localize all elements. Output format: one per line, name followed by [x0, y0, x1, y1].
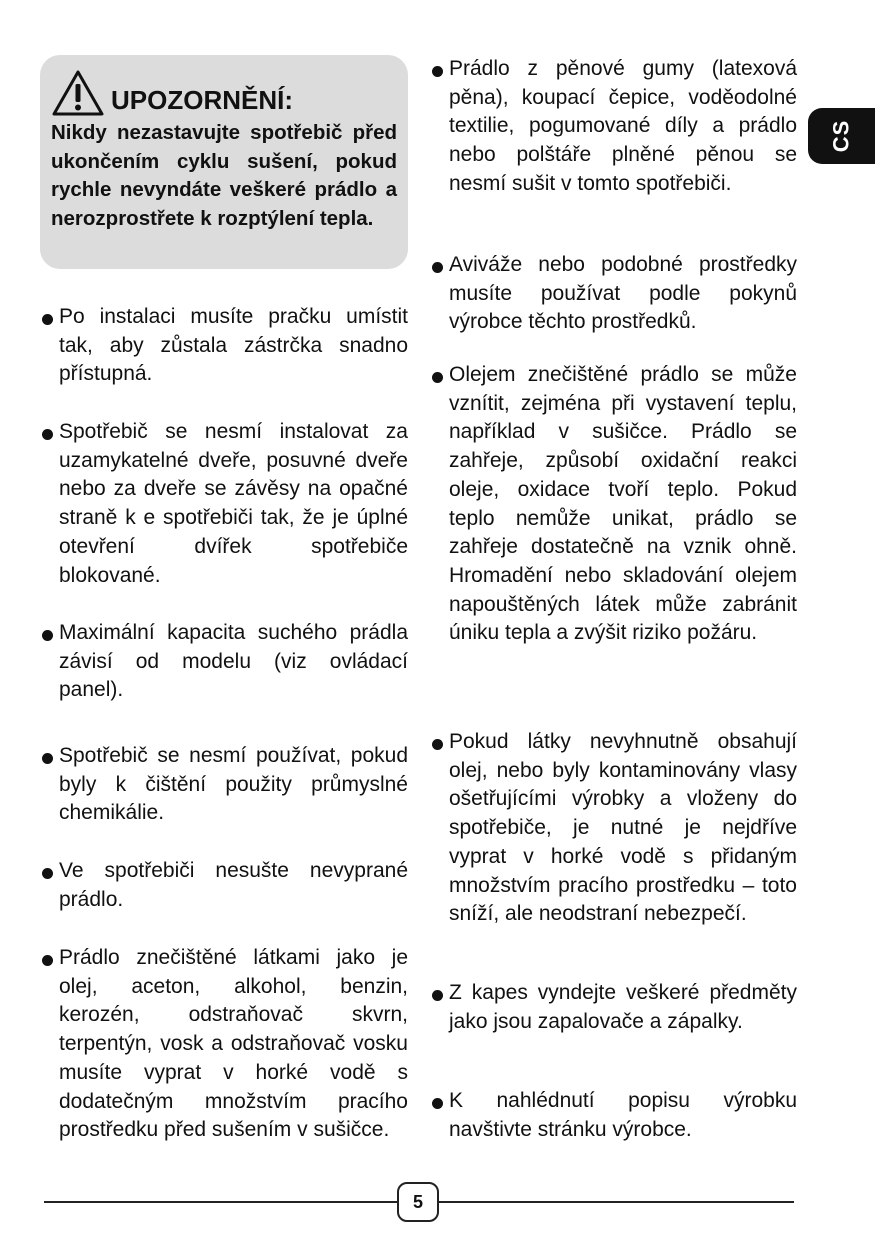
list-item [430, 728, 797, 929]
list-item-text: Po instalaci musíte pračku umístit tak, aby zůstala zástrčka snadno přístupná. [59, 305, 408, 386]
list-item-text: Spotřebič se nesmí instalovat za uzamykatelné dveře, posuvné dveře nebo za dveře se závěsy na opačné straně k e spotřebiči tak, že je úplné otevření dvířek spotřebiče blokované. [59, 420, 408, 587]
footer-divider-right [439, 1201, 794, 1203]
warning-title: UPOZORNĚNÍ: [111, 85, 293, 115]
list-item [40, 944, 408, 1145]
footer-divider-left [44, 1201, 397, 1203]
list-item [40, 418, 408, 590]
bullet-icon [42, 753, 53, 764]
list-item-text: K nahlédnutí popisu výrobku navštivte stránku výrobce. [449, 1089, 797, 1141]
list-item [430, 1087, 797, 1144]
warning-box [40, 55, 408, 269]
language-tab [808, 108, 875, 164]
list-item [40, 742, 408, 828]
list-item [40, 303, 408, 389]
bullet-icon [42, 429, 53, 440]
bullet-icon [432, 1098, 443, 1109]
list-item [40, 857, 408, 914]
list-item [430, 361, 797, 648]
bullet-icon [42, 314, 53, 325]
list-item-text: Olejem znečištěné prádlo se může vznítit, zejména při vystavení teplu, například v sušičce. Prádlo se zahřeje, způsobí oxidační reakci oleje, oxidace tvoří teplo. Pokud teplo nemůže unikat, prádlo se zahřeje dostatečně na vznik ohně. Hromadění nebo skladování olejem napouštěných látek může zabránit úniku tepla a zvýšit riziko požáru. [449, 363, 797, 645]
list-item [430, 979, 797, 1036]
list-item [40, 619, 408, 705]
bullet-icon [42, 630, 53, 641]
list-item-text: Aviváže nebo podobné prostředky musíte používat podle pokynů výrobce těchto prostředků. [449, 253, 797, 334]
bullet-icon [432, 990, 443, 1001]
list-item-text: Spotřebič se nesmí používat, pokud byly k čištění použity průmyslné chemikálie. [59, 744, 408, 825]
list-item-text: Z kapes vyndejte veškeré předměty jako jsou zapalovače a zápalky. [449, 981, 797, 1033]
bullet-icon [432, 739, 443, 750]
warning-header [51, 65, 397, 117]
bullet-icon [432, 66, 443, 77]
list-item-text: Prádlo znečištěné látkami jako je olej, aceton, alkohol, benzin, kerozén, odstraňovač skvrn, terpentýn, vosk a odstraňovač vosku musíte vyprat v horké vodě s dodatečným množstvím pracího prostředku před sušením v sušičce. [59, 946, 408, 1142]
warning-triangle-icon [51, 69, 111, 117]
list-item [430, 55, 797, 199]
bullet-icon [432, 262, 443, 273]
bullet-icon [432, 372, 443, 383]
language-tab-label: CS [828, 119, 854, 153]
list-item-text: Ve spotřebiči nesušte nevyprané prádlo. [59, 859, 408, 911]
page-number [397, 1182, 439, 1222]
list-item-text: Prádlo z pěnové gumy (latexová pěna), koupací čepice, voděodolné textilie, pogumované díly a prádlo nebo polštáře plněné pěnou se nesmí sušit v tomto spotřebiči. [449, 57, 797, 195]
list-item-text: Pokud látky nevyhnutně obsahují olej, nebo byly kontaminovány vlasy ošetřujícími výrobky a vloženy do spotřebiče, je nutné je nejdříve vyprat v horké vodě s přidaným množstvím pracího prostředku – toto sníží, ale neodstraní nebezpečí. [449, 730, 797, 926]
warning-text: Nikdy nezastavujte spotřebič před ukončením cyklu sušení, pokud rychle nevyndáte veškeré prádlo a nerozprostřete k rozptýlení tepla. [51, 121, 397, 230]
list-item [430, 251, 797, 337]
page-number-label: 5 [412, 1191, 423, 1212]
list-item-text: Maximální kapacita suchého prádla závisí od modelu (viz ovládací panel). [59, 621, 408, 702]
bullet-icon [42, 868, 53, 879]
bullet-icon [42, 955, 53, 966]
